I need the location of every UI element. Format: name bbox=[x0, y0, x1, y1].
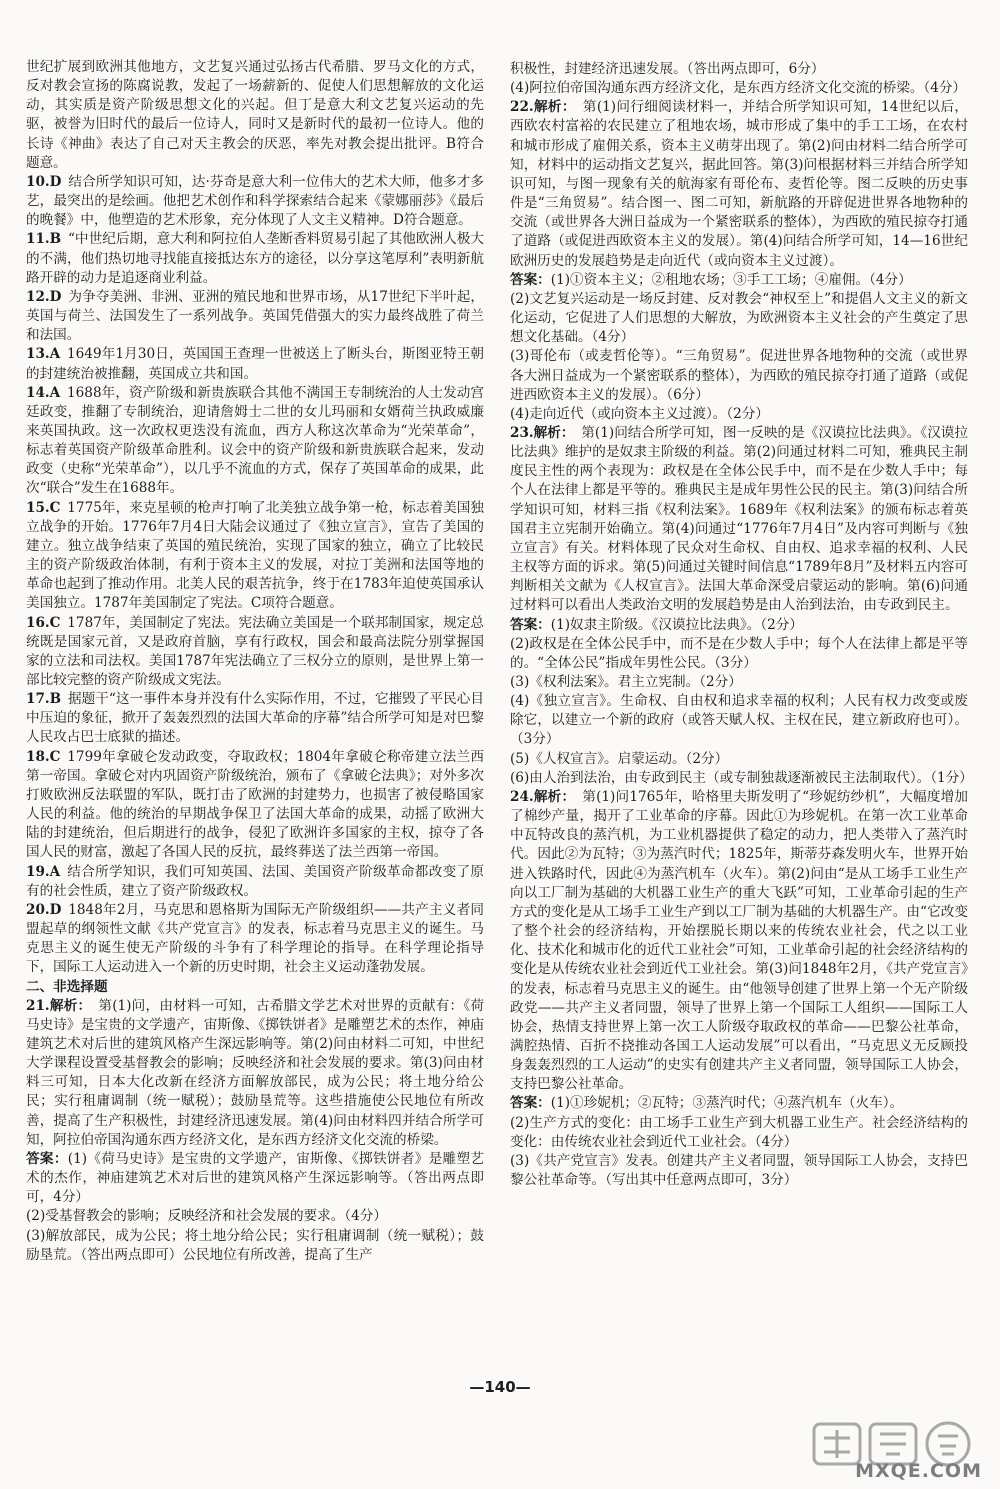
answer-text: (1)奴隶主阶级。《汉谟拉比法典》。（2分） bbox=[550, 616, 803, 633]
question-text: 结合所学知识，我们可知英国、法国、美国资产阶级革命都改变了原有的社会性质，建立了资产阶级政权。 bbox=[26, 863, 484, 899]
answer-line bbox=[26, 1150, 484, 1207]
answer-line bbox=[510, 271, 968, 290]
question-number: 10.D bbox=[26, 173, 62, 190]
answer-line bbox=[510, 1152, 968, 1190]
paragraph: 世纪扩展到欧洲其他地方，文艺复兴通过弘扬古代希腊、罗马文化的方式，反对教会宣扬的陈腐说教，发起了一场薪新的、促使人们思想解放的文化运动，其实质是资产阶级思想文化的兴起。但丁是意大利文艺复兴运动的先驱，被誉为旧时代的最后一位诗人，同时又是新时代的最初一位诗人。他的长诗《神曲》表达了自己对天主教会的厌恶，率先对教会提出批评。B符合题意。 bbox=[26, 59, 484, 171]
answer-line bbox=[510, 1114, 968, 1152]
answer-line bbox=[510, 79, 968, 98]
question-text: 1649年1月30日，英国国王查理一世被送上了断头台，斯图亚特王朝的封建统治被推翻，英国成立共和国。 bbox=[26, 346, 484, 382]
question-number: 17.B bbox=[26, 691, 62, 708]
answer-line bbox=[510, 616, 968, 635]
answer-text: (6)由人治到法治，由专政到民主（或专制独裁逐渐被民主法制取代）。（1分） bbox=[510, 769, 973, 786]
question-text: 1787年，美国制定了宪法。宪法确立美国是一个联邦制国家，规定总统既是国家元首，又是政府首脑，享有行政权，国会和最高法院分别掌握国家的立法和司法权。美国1787年宪法确立了三权分立的原则，是世界上第一部比较完整的资产阶级成文宪法。 bbox=[26, 614, 484, 688]
answer-text: (3)《权利法案》。君主立宪制。（2分） bbox=[510, 674, 742, 690]
answer-text: 积极性，封建经济迅速发展。（答出两点即可，6分） bbox=[510, 61, 825, 77]
answer-line bbox=[26, 1227, 484, 1265]
question-text: “中世纪后期，意大利和阿拉伯人垄断香料贸易引起了其他欧洲人极大的不满，他们热切地寻找能直接抵达东方的途径，以分享这笔厚利”表明新航路开辟的动力是追逐商业利益。 bbox=[26, 231, 484, 286]
answer-line bbox=[510, 673, 968, 692]
watermark-text: MXQE.COM bbox=[855, 1460, 982, 1482]
right-column bbox=[510, 60, 973, 1190]
answer-text: (3)解放部民，成为公民；将土地分给公民；实行租庸调制（统一赋税）；鼓励垦荒。（答出两点即可）公民地位有所改善，提高了生产 bbox=[26, 1227, 484, 1263]
answer-text: (3)《共产党宣言》发表。创建共产主义者同盟，领导国际工人协会，支持巴黎公社革命等。（写出其中任意两点即可，3分） bbox=[510, 1152, 968, 1189]
question-text: 1688年，资产阶级和新贵族联合其他不满国王专制统治的人士发动宫廷政变，推翻了专制统治，迎请詹姆士二世的女儿玛丽和女婿荷兰执政威廉来英国执政。这一次政权更迭没有流血，西方人称这次革命为“光荣革命”，标志着英国资产阶级革命胜利。议会中的资产阶级和新贵族联合起来，发动政变（史称“光荣革命”），以几乎不流血的方式，保存了英国革命的成果，此次“联合”发生在1688年。 bbox=[26, 384, 484, 497]
answer-line bbox=[510, 1094, 968, 1113]
question-item bbox=[26, 901, 484, 978]
question-number: 15.C bbox=[26, 499, 61, 516]
question-item bbox=[510, 98, 968, 270]
answer-label: 答案： bbox=[510, 616, 551, 633]
answer-text: (5)《人权宣言》。启蒙运动。（2分） bbox=[510, 750, 729, 767]
answer-text: (4)阿拉伯帝国沟通东西方经济文化，是东西方经济文化交流的桥梁。（4分） bbox=[510, 80, 967, 97]
question-text: 1799年拿破仑发动政变，夺取政权；1804年拿破仑称帝建立法兰西第一帝国。拿破仑对内巩固资产阶级统治，颁布了《拿破仑法典》；对外多次打败欧洲反法联盟的军队，既打击了欧洲的封建势力，也损害了被侵略国家人民的利益。他的统治的早期战争保卫了法国大革命的成果，动摇了欧洲大陆的封建统治，但后期进行的战争，侵犯了欧洲许多国家的主权，掠夺了各国人民的财富，激起了各国人民的反抗，最终葬送了法兰西第一帝国。 bbox=[26, 748, 484, 861]
answer-line bbox=[510, 769, 973, 788]
question-number: 20.D bbox=[26, 901, 62, 918]
question-item bbox=[26, 690, 484, 747]
question-text: 第(1)问结合所学可知，图一反映的是《汉谟拉比法典》。《汉谟拉比法典》维护的是奴隶主阶级的利益。第(2)问通过材料二可知，雅典民主制度民主性的两个表现为：政权是在全体公民手中，而不是在少数人手中；每个人在法律上都是平等的。雅典民主是成年男性公民的民主。第(3)问结合所学知识可知，材料三指《权利法案》。1689年《权利法案》的颁布标志着英国君主立宪制开始确立。第(4)问通过“1776年7月4日”及内容可判断与《独立宣言》有关。材料体现了民众对生命权、自由权、追求幸福的权利、人民主权等方面的诉求。第(5)问通过关键时间信息“1789年8月”及材料五内容可判断相关文献为《人权宣言》。法国大革命深受启蒙运动的影响。第(6)问通过材料可以看出人类政治文明的发展趋势是由人治到法治，由专政到民主。 bbox=[510, 424, 969, 614]
question-number: 13.A bbox=[26, 346, 61, 363]
question-item bbox=[26, 748, 484, 863]
answer-text: (2)生产方式的变化：由工场手工业生产到大机器工业生产。社会经济结构的变化：由传统农业社会到近代工业社会。（4分） bbox=[510, 1114, 968, 1150]
question-text: 第(1)问，由材料一可知，古希腊文学艺术对世界的贡献有：《荷马史诗》是宝贵的文学遗产，宙斯像、《掷铁饼者》是雕塑艺术的杰作，神庙建筑艺术对后世的建筑风格产生深远影响等。第(2)问由材料二可知，中世纪大学课程设置受基督教会的影响；反映经济和社会发展的要求。第(3)问由材料三可知，日本大化改新在经济方面解放部民，成为公民；将土地分给公民；实行租庸调制（统一赋税）；鼓励垦荒等。这些措施使公民地位有所改善，提高了生产积极性，封建经济迅速发展。第(4)问由材料四并结合所学可知，阿拉伯帝国沟通东西方经济文化，是东西方经济文化交流的桥梁。 bbox=[26, 997, 484, 1148]
question-item bbox=[26, 288, 484, 345]
page-number: —140— bbox=[469, 1378, 531, 1396]
answer-line bbox=[510, 60, 968, 79]
question-text: 为争夺美洲、非洲、亚洲的殖民地和世界市场，从17世纪下半叶起，英国与荷兰、法国发生了一系列战争。英国凭借强大的实力最终战胜了荷兰和法国。 bbox=[26, 288, 484, 344]
question-item bbox=[510, 788, 968, 1095]
answer-text: (2)受基督教会的影响；反映经济和社会发展的要求。（4分） bbox=[26, 1208, 387, 1225]
question-number: 19.A bbox=[26, 863, 61, 880]
answer-line bbox=[26, 1207, 484, 1226]
question-item bbox=[26, 499, 484, 614]
answer-text: (2)政权是在全体公民手中，而不是在少数人手中；每个人在法律上都是平等的。“全体公民”指成年男性公民。（3分） bbox=[510, 635, 968, 671]
question-number: 21.解析： bbox=[26, 997, 92, 1014]
question-text: 1848年2月，马克思和恩格斯为国际无产阶级组织——共产主义者同盟起草的纲领性文献《共产党宣言》的发表，标志着马克思主义的诞生。马克思主义的诞生使无产阶级的斗争有了科学理论的指导。在科学理论指导下，国际工人运动进入一个新的历史时期，社会主义运动蓬勃发展。 bbox=[26, 901, 484, 976]
answer-text: (2)文艺复兴运动是一场反封建、反对教会“神权至上”和提倡人文主义的新文化运动，它促进了人们思想的大解放，为欧洲资本主义社会的产生奠定了思想文化基础。（4分） bbox=[510, 290, 968, 346]
question-item bbox=[26, 863, 484, 901]
question-number: 23.解析： bbox=[510, 424, 575, 441]
answer-text: (1)①珍妮机；②瓦特；③蒸汽时代；④蒸汽机车（火车）。 bbox=[550, 1095, 904, 1112]
question-text: 据题干“这一事件本身并没有什么实际作用，不过，它摧毁了平民心目中压迫的象征，掀开了轰轰烈烈的法国大革命的序幕”结合所学可知是对巴黎人民攻占巴士底狱的描述。 bbox=[26, 691, 484, 746]
left-column bbox=[26, 58, 484, 1265]
question-item bbox=[26, 384, 484, 499]
answer-label: 答案： bbox=[26, 1150, 68, 1167]
answer-text: (4)走向近代（或向资本主义过渡）。（2分） bbox=[510, 405, 769, 422]
answer-line bbox=[510, 692, 968, 749]
question-item bbox=[26, 614, 484, 691]
answer-line bbox=[510, 405, 968, 424]
answer-label: 答案： bbox=[510, 271, 551, 288]
answer-text: (3)哥伦布（或麦哲伦等）。“三角贸易”。促进世界各地物种的交流（或世界各大洲日益成为一个紧密联系的整体），为西欧的殖民掠夺打通了道路（或促进西欧资本主义的发展）。（6分） bbox=[510, 348, 968, 403]
question-item bbox=[26, 230, 484, 287]
question-number: 18.C bbox=[26, 748, 61, 765]
question-number: 12.D bbox=[26, 288, 62, 305]
answer-label: 答案： bbox=[510, 1095, 551, 1112]
answer-text: (1)《荷马史诗》是宝贵的文学遗产，宙斯像、《掷铁饼者》是雕塑艺术的杰作，神庙建筑艺术对后世的建筑风格产生深远影响等。（答出两点即可，4分） bbox=[26, 1150, 484, 1206]
question-number: 11.B bbox=[26, 231, 62, 248]
question-item bbox=[26, 997, 484, 1150]
question-number: 14.A bbox=[26, 384, 61, 401]
answer-text: (4)《独立宣言》。生命权、自由权和追求幸福的权利；人民有权力改变或废除它，以建立一个新的政府（或答天赋人权、主权在民，建立新政府也可）。（3分） bbox=[510, 693, 968, 748]
question-text: 第(1)问行细阅读材料一，并结合所学知识可知，14世纪以后，西欧农村富裕的农民建立了租地农场，城市形成了集中的手工工场，在农村和城市形成了雇佣关系，资本主义萌芽出现了。第(2)问由材料二结合所学可知，材料中的运动指文艺复兴，据此回答。第(3)问根据材料三并结合所学知识可知，与图一现象有关的航海家有哥伦布、麦哲伦等。图二反映的历史事件是“三角贸易”。结合图一、图二可知，新航路的开辟促进世界各地物种的交流（或世界各大洲日益成为一个紧密联系的整体），为西欧的殖民掠夺打通了道路（或促进西欧资本主义的发展）。第(4)问结合所学可知，14—16世纪欧洲历史的发展趋势是走向近代（或向资本主义过渡）。 bbox=[510, 99, 968, 269]
question-text: 结合所学知识可知，达·芬奇是意大利一位伟大的艺术大师，他多才多艺，最突出的是绘画。他把艺术创作和科学探索结合起来《蒙娜丽莎》《最后的晚餐》中，他塑造的艺术形象，充分体现了人文主义精神。D符合题意。 bbox=[26, 173, 484, 229]
question-item bbox=[26, 345, 484, 383]
question-item bbox=[510, 424, 968, 616]
answer-line bbox=[510, 290, 968, 347]
answer-text: (1)①资本主义；②租地农场；③手工工场；④雇佣。（4分） bbox=[550, 271, 912, 288]
question-number: 24.解析： bbox=[510, 788, 576, 805]
answer-line bbox=[510, 750, 968, 769]
answer-line bbox=[510, 635, 968, 673]
answer-line bbox=[510, 347, 968, 404]
question-number: 16.C bbox=[26, 614, 61, 631]
question-number: 22.解析： bbox=[510, 99, 576, 116]
question-item bbox=[26, 173, 484, 230]
question-text: 第(1)问1765年，哈格里夫斯发明了“珍妮纺纱机”，大幅度增加了棉纱产量，揭开了工业革命的序幕。因此①为珍妮机。在第一次工业革命中瓦特改良的蒸汽机，为工业机器提供了稳定的动力，把人类带入了蒸汽时代。因此②为瓦特；③为蒸汽时代；1825年，斯蒂芬森发明火车，世界开始进入铁路时代，因此④为蒸汽机车（火车）。第(2)问由“是从工场手工业生产向以工厂制为基础的大机器工业生产的重大飞跃”可知，工业革命引起的生产方式的变化是从工场手工业生产到以工厂制为基础的大机器生产。由“它改变了整个社会的经济结构，开始摆脱长期以来的传统农业社会，代之以工业化、技术化和城市化的近代工业社会”可知，工业革命引起的社会经济结构的变化是从传统农业社会到近代工业社会。第(3)问1848年2月，《共产党宣言》的发表，标志着马克思主义的诞生。由“他领导创建了世界上第一个无产阶级政党——共产主义者同盟，领导了世界上第一个国际工人组织——国际工人协会，热情支持世界上第一次工人阶级夺取政权的革命——巴黎公社革命，满腔热情、百折不挠推动各国工人运动发展”可以看出，“马克思义无反顾投身轰轰烈烈的工人运动”的史实有创建共产主义者同盟，领导国际工人协会，支持巴黎公社革命。 bbox=[510, 788, 969, 1093]
section-heading: 二、非选择题 bbox=[26, 978, 108, 995]
question-text: 1775年，来克星顿的枪声打响了北美独立战争第一枪，标志着美国独立战争的开始。1776年7月4日大陆会议通过了《独立宣言》，宣告了美国的建立。独立战争结束了英国的殖民统治，实现了国家的独立，确立了比较民主的资产阶级政治体制，有利于资本主义的发展，对拉丁美洲和法国等地的革命也起到了推动作用。北美人民的艰苦抗争，终于在1783年迫使英国承认美国独立。1787年美国制定了宪法。C项符合题意。 bbox=[26, 499, 484, 612]
